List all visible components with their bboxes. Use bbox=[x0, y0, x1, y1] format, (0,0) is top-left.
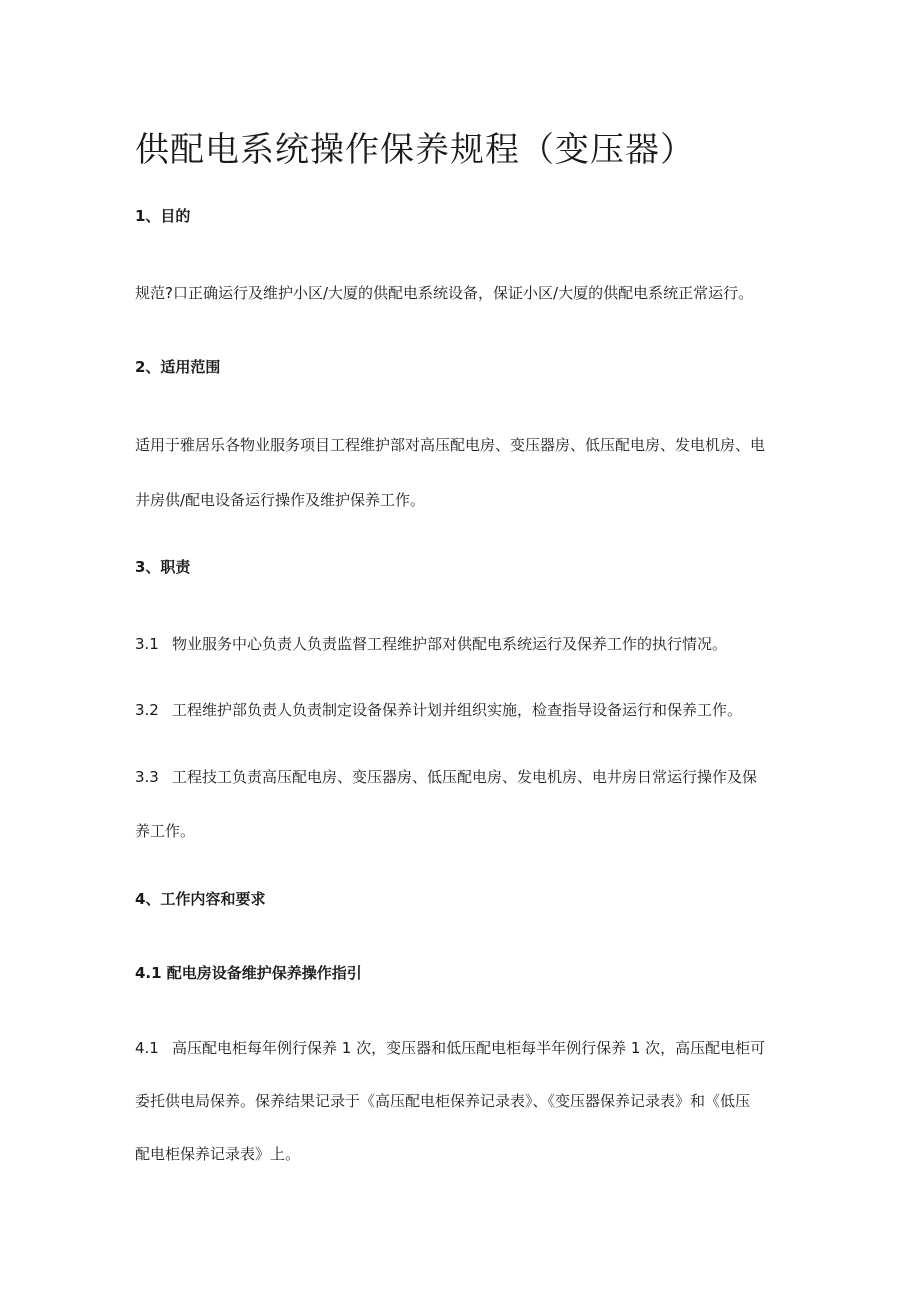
document-title: 供配电系统操作保养规程（变压器） bbox=[135, 130, 695, 170]
item-number: 3.2 bbox=[135, 701, 159, 719]
duty-item-3-1 bbox=[135, 634, 795, 654]
duty-item-3-2 bbox=[135, 700, 795, 720]
section-2-paragraph bbox=[135, 435, 795, 510]
item-text-continued: 养工作。 bbox=[135, 822, 196, 840]
item-text-continued: 委托供电局保养。保养结果记录于《高压配电柜保养记录表》、《变压器保养记录表》和《低压 bbox=[135, 1092, 751, 1110]
paragraph-line: 适用于雅居乐各物业服务项目工程维护部对高压配电房、变压器房、低压配电房、发电机房、电 bbox=[135, 436, 766, 454]
section-1-paragraph bbox=[135, 283, 795, 303]
duty-item-3-3 bbox=[135, 767, 795, 841]
work-item-4-1 bbox=[135, 1038, 795, 1164]
section-2-heading: 2、适用范围 bbox=[135, 358, 221, 376]
item-number: 3.1 bbox=[135, 635, 159, 653]
section-4-heading: 4、工作内容和要求 bbox=[135, 890, 266, 908]
section-3-heading: 3、职责 bbox=[135, 558, 191, 576]
item-text: 高压配电柜每年例行保养 1 次，变压器和低压配电柜每半年例行保养 1 次，高压配电柜可 bbox=[172, 1039, 766, 1057]
subsection-4-1-heading: 4.1 配电房设备维护保养操作指引 bbox=[135, 964, 362, 982]
item-text-continued: 配电柜保养记录表》上。 bbox=[135, 1145, 301, 1163]
item-number: 3.3 bbox=[135, 768, 159, 786]
item-text: 工程维护部负责人负责制定设备保养计划并组织实施，检查指导设备运行和保养工作。 bbox=[172, 701, 743, 719]
section-1-heading: 1、目的 bbox=[135, 207, 191, 225]
item-text: 物业服务中心负责人负责监督工程维护部对供配电系统运行及保养工作的执行情况。 bbox=[172, 635, 728, 653]
item-number: 4.1 bbox=[135, 1039, 159, 1057]
paragraph-line: 井房供/配电设备运行操作及维护保养工作。 bbox=[135, 491, 426, 509]
paragraph-line: 规范?口正确运行及维护小区/大厦的供配电系统设备，保证小区/大厦的供配电系统正常运行。 bbox=[135, 284, 754, 302]
item-text: 工程技工负责高压配电房、变压器房、低压配电房、发电机房、电井房日常运行操作及保 bbox=[172, 768, 758, 786]
